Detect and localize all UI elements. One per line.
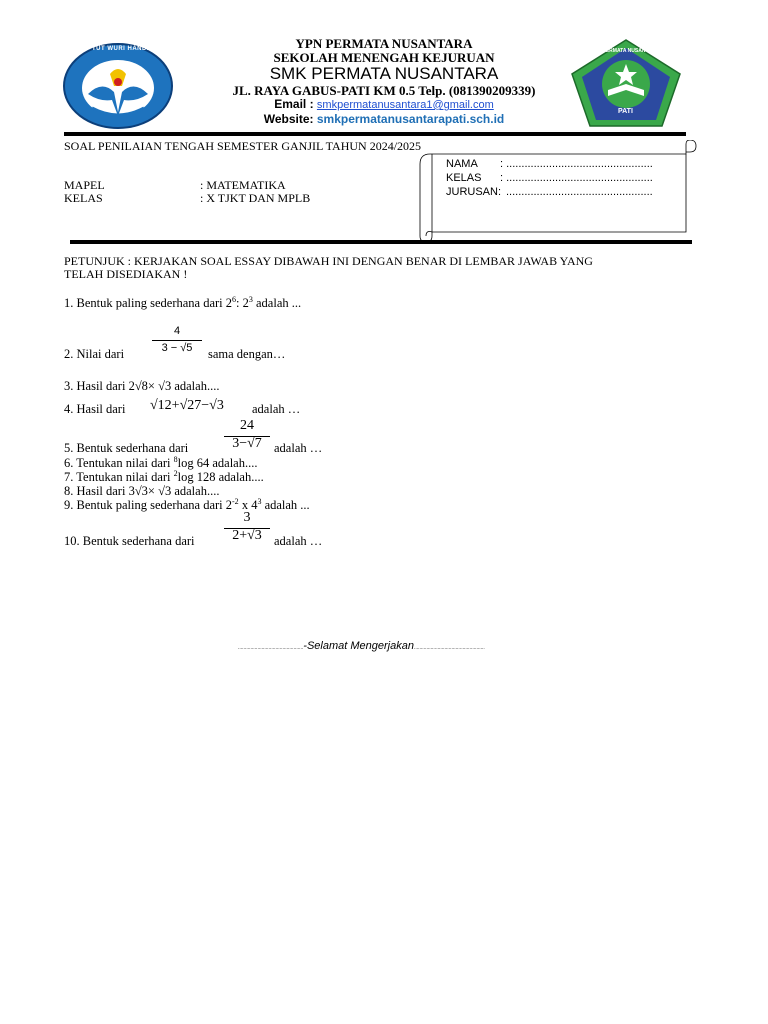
closing-dots-left: ............................................... xyxy=(238,645,304,651)
jurusan-field[interactable]: ................................................ xyxy=(506,186,653,198)
jurusan-label: JURUSAN: xyxy=(446,186,502,198)
question-5-numerator: 24 xyxy=(240,418,254,433)
email-label: Email : xyxy=(274,97,314,111)
question-5-suffix: adalah … xyxy=(274,441,323,455)
question-2-fraction-bar xyxy=(152,340,202,341)
student-info-scroll xyxy=(418,140,700,244)
foundation-name: YPN PERMATA NUSANTARA xyxy=(295,36,473,51)
question-2-label: 2. Nilai dari xyxy=(64,347,125,361)
question-8: 8. Hasil dari 3√3× √3 adalah.... xyxy=(64,484,220,498)
question-10-suffix: adalah … xyxy=(274,534,323,548)
question-6: 6. Tentukan nilai dari $^8$log 64 adalah.... xyxy=(64,455,258,470)
mapel-label: MAPEL xyxy=(64,178,105,192)
question-10-denominator: 2+√3 xyxy=(232,528,262,543)
question-4-label: 4. Hasil dari xyxy=(64,402,126,416)
question-4-expression: √12+√27−√3 xyxy=(150,398,224,413)
closing-line xyxy=(238,640,485,652)
website-row xyxy=(0,112,768,126)
email-link[interactable]: smkpermatanusantara1@gmail.com xyxy=(316,99,494,111)
instruction-line-1: PETUNJUK : KERJAKAN SOAL ESSAY DIBAWAH INI DENGAN BENAR DI LEMBAR JAWAB YANG xyxy=(64,254,593,268)
closing-text: -Selamat Mengerjakan xyxy=(303,640,414,652)
closing-dots-right: ................................................... xyxy=(413,645,485,651)
question-7: 7. Tentukan nilai dari $^2$log 128 adalah.... xyxy=(64,469,264,484)
nama-field[interactable]: : ................................................ xyxy=(500,158,653,170)
kelas-field-label: KELAS xyxy=(446,172,482,184)
question-3: 3. Hasil dari 2√8× √3 adalah.... xyxy=(64,379,220,393)
logo-right-sub: PATI xyxy=(618,108,633,115)
instruction-line-2: TELAH DISEDIAKAN ! xyxy=(64,267,188,281)
question-4-suffix: adalah … xyxy=(252,402,301,416)
logo-right-text: SMK PERMATA NUSANTARA GABUS xyxy=(590,48,679,54)
website-link[interactable]: smkpermatanusantarapati.sch.id xyxy=(316,112,505,126)
school-name: SMK PERMATA NUSANTARA xyxy=(269,64,499,83)
question-1: 1. Bentuk paling sederhana dari $2^6$: $2^3$ adalah ... xyxy=(64,295,302,310)
email-row xyxy=(0,97,768,111)
mapel-value: : MATEMATIKA xyxy=(200,178,286,192)
website-label: Website: xyxy=(263,112,314,126)
school-address: JL. RAYA GABUS-PATI KM 0.5 Telp. (081390209339) xyxy=(232,83,536,98)
school-type: SEKOLAH MENENGAH KEJURUAN xyxy=(273,50,495,65)
question-2-suffix: sama dengan… xyxy=(208,347,286,361)
info-divider xyxy=(70,240,692,244)
header-divider xyxy=(64,132,686,136)
nama-label: NAMA xyxy=(446,158,478,170)
question-10-numerator: 3 xyxy=(243,510,251,525)
question-5-denominator: 3−√7 xyxy=(232,436,262,451)
kelas-value: : X TJKT DAN MPLB xyxy=(200,191,311,205)
question-10-label: 10. Bentuk sederhana dari xyxy=(64,534,195,548)
question-2-denominator: 3 − √5 xyxy=(161,342,193,354)
kelas-field[interactable]: : ................................................ xyxy=(500,172,653,184)
kelas-label: KELAS xyxy=(64,191,103,205)
question-5-label: 5. Bentuk sederhana dari xyxy=(64,441,189,455)
logo-left-text: TUT WURI HANDAYANI xyxy=(92,46,167,52)
question-2-numerator: 4 xyxy=(173,325,181,337)
exam-title: SOAL PENILAIAN TENGAH SEMESTER GANJIL TAHUN 2024/2025 xyxy=(64,139,422,153)
question-9: 9. Bentuk paling sederhana dari $2^{-2}$ x $4^3$ adalah ... xyxy=(64,497,310,512)
